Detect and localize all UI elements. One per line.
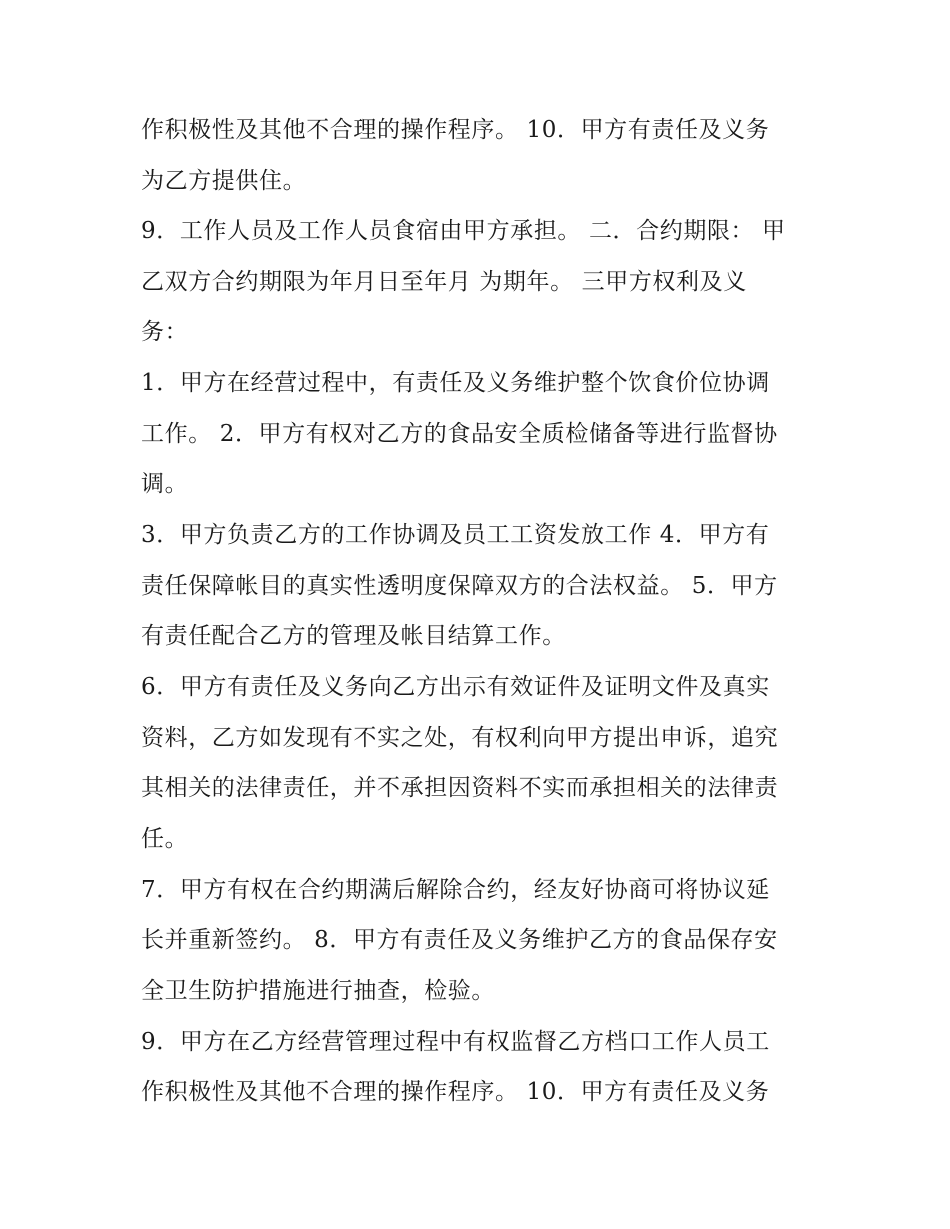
text-line: 1．甲方在经营过程中，有责任及义务维护整个饮食价位协调 [141, 370, 770, 396]
text-line: 全卫生防护措施进行抽查，检验。 [141, 978, 495, 1004]
text-line: 务： [141, 319, 189, 345]
text-line: 其相关的法律责任，并不承担因资料不实而承担相关的法律责 [141, 775, 779, 801]
text-line: 任。 [141, 826, 189, 852]
text-line: 9．工作人员及工作人员食宿由甲方承担。 二．合约期限： 甲 [141, 218, 786, 244]
text-line: 7．甲方有权在合约期满后解除合约，经友好协商可将协议延 [141, 877, 770, 903]
text-line: 6．甲方有责任及义务向乙方出示有效证件及证明文件及真实 [141, 674, 770, 700]
text-line: 作积极性及其他不合理的操作程序。 10．甲方有责任及义务 [141, 117, 770, 143]
text-line: 责任保障帐目的真实性透明度保障双方的合法权益。 5．甲方 [141, 573, 778, 599]
text-line: 有责任配合乙方的管理及帐目结算工作。 [141, 623, 566, 649]
text-line: 工作。 2．甲方有权对乙方的食品安全质检储备等进行监督协 [141, 421, 778, 447]
text-line: 9．甲方在乙方经营管理过程中有权监督乙方档口工作人员工 [141, 1029, 770, 1055]
text-line: 作积极性及其他不合理的操作程序。 10．甲方有责任及义务 [141, 1079, 770, 1105]
text-line: 乙双方合约期限为年月日至年月 为期年。 三甲方权利及义 [141, 269, 747, 295]
text-line: 为乙方提供住。 [141, 168, 307, 194]
text-line: 调。 [141, 471, 189, 497]
text-line: 3．甲方负责乙方的工作协调及员工工资发放工作 4．甲方有 [141, 522, 770, 548]
text-line: 长并重新签约。 8．甲方有责任及义务维护乙方的食品保存安 [141, 927, 778, 953]
text-line: 资料，乙方如发现有不实之处，有权利向甲方提出申诉，追究 [141, 725, 779, 751]
